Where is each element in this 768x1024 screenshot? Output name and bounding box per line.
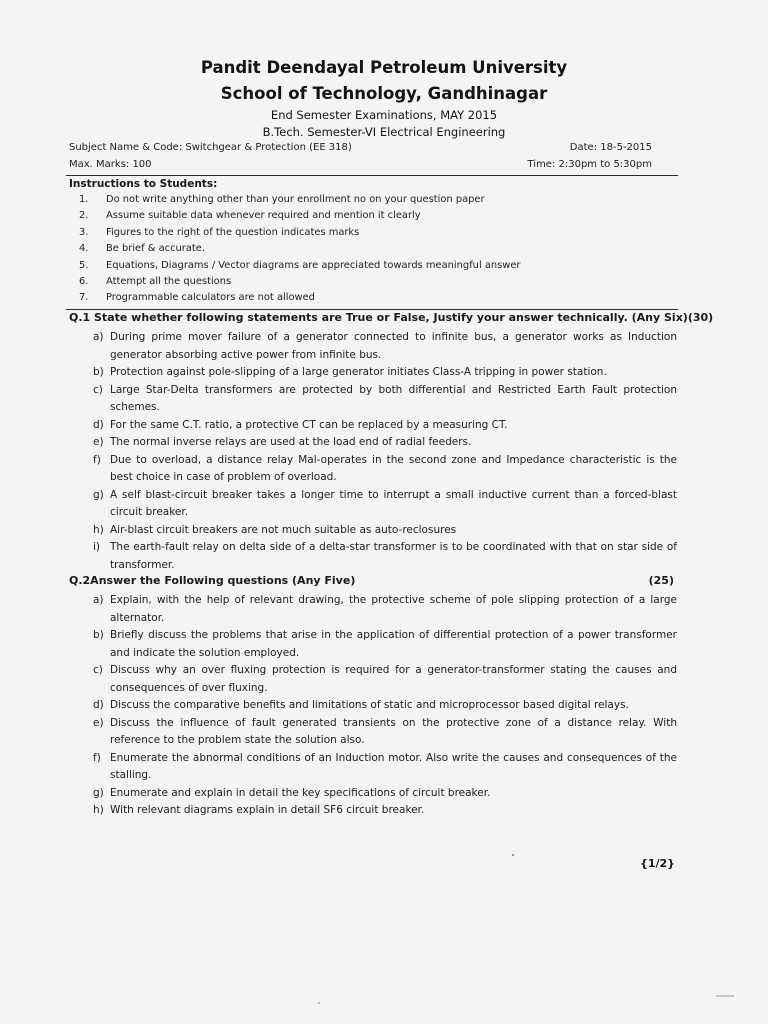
exam-time: Time: 2:30pm to 5:30pm bbox=[527, 159, 652, 170]
item-text: Enumerate the abnormal conditions of an Induction motor. Also write the causes and consequences of the stalling. bbox=[110, 751, 677, 781]
item-text: Air-blast circuit breakers are not much suitable as auto-reclosures bbox=[110, 523, 457, 536]
item-label: g) bbox=[93, 786, 104, 799]
item-label: f) bbox=[93, 453, 101, 466]
instruction-text: Assume suitable data whenever required and mention it clearly bbox=[106, 210, 421, 222]
item-text: The normal inverse relays are used at the load end of radial feeders. bbox=[110, 436, 472, 448]
instructions-title: Instructions to Students: bbox=[69, 178, 218, 190]
instruction-number: 5. bbox=[79, 259, 89, 271]
university-name: Pandit Deendayal Petroleum University bbox=[200, 58, 568, 77]
item-text: Discuss the comparative benefits and limitations of static and microprocessor based digital relays. bbox=[110, 699, 629, 711]
exam-title: End Semester Examinations, MAY 2015 bbox=[270, 108, 498, 122]
item-text: With relevant diagrams explain in detail SF6 circuit breaker. bbox=[110, 804, 425, 816]
item-text: The earth-fault relay on delta side of a delta-star transformer is to be coordinated with that on star side of transformer. bbox=[110, 541, 677, 571]
item-text: Explain, with the help of relevant drawing, the protective scheme of pole slipping protection of a large alternator. bbox=[110, 594, 677, 624]
item-text: Enumerate and explain in detail the key specifications of circuit breaker. bbox=[110, 786, 491, 799]
school-name: School of Technology, Gandhinagar bbox=[220, 84, 548, 103]
instruction-number: 7. bbox=[79, 292, 89, 304]
item-label: b) bbox=[93, 366, 104, 378]
question-1-title: Q.1 State whether following statements are True or False, Justify your answer technically. (Any Six) bbox=[69, 311, 688, 324]
item-text: Briefly discuss the problems that arise in the application of differential protection of a power transformer and indicate the solution employed. bbox=[110, 629, 677, 659]
instruction-text: Programmable calculators are not allowed bbox=[106, 292, 315, 304]
instruction-number: 4. bbox=[79, 243, 89, 255]
item-label: f) bbox=[93, 751, 101, 764]
item-text: Discuss the influence of fault generated transients on the protective zone of a distance relay. With reference to the problem state the solution also. bbox=[110, 716, 677, 746]
exam-date: Date: 18-5-2015 bbox=[569, 142, 652, 153]
instruction-text: Do not write anything other than your enrollment no on your question paper bbox=[106, 194, 485, 205]
instruction-number: 3. bbox=[79, 226, 89, 238]
item-label: d) bbox=[93, 699, 104, 711]
question-1-marks: (30) bbox=[687, 311, 714, 324]
question-2-marks: (25) bbox=[648, 574, 674, 587]
instruction-number: 1. bbox=[79, 194, 89, 205]
max-marks: Max. Marks: 100 bbox=[69, 159, 152, 170]
item-text: Discuss why an over fluxing protection is required for a generator-transformer stating the causes and consequences of over fluxing. bbox=[110, 664, 677, 694]
item-label: c) bbox=[93, 383, 103, 396]
instruction-text: Equations, Diagrams / Vector diagrams are appreciated towards meaningful answer bbox=[106, 259, 521, 271]
instruction-text: Attempt all the questions bbox=[106, 275, 232, 287]
item-text: A self blast-circuit breaker takes a longer time to interrupt a small inductive current than a forced-blast circuit breaker. bbox=[110, 488, 677, 518]
question-2-title: Q.2Answer the Following questions (Any Five) bbox=[69, 574, 356, 587]
instruction-text: Be brief & accurate. bbox=[106, 243, 205, 255]
item-label: h) bbox=[93, 523, 104, 536]
item-label: e) bbox=[93, 716, 104, 729]
instruction-number: 6. bbox=[79, 275, 89, 287]
subject-name-code: Subject Name & Code: Switchgear & Protection (EE 318) bbox=[69, 142, 352, 153]
item-label: c) bbox=[93, 664, 103, 676]
item-text: Due to overload, a distance relay Mal-operates in the second zone and Impedance characteristic is the best choice in case of problem of overload. bbox=[110, 453, 677, 483]
item-text: Protection against pole-slipping of a large generator initiates Class-A tripping in power station. bbox=[110, 366, 607, 378]
item-text: Large Star-Delta transformers are protected by both differential and Restricted Earth Fault protection schemes. bbox=[110, 383, 677, 413]
item-label: g) bbox=[93, 488, 104, 501]
instruction-number: 2. bbox=[79, 210, 89, 222]
item-label: e) bbox=[93, 436, 104, 448]
item-label: h) bbox=[93, 804, 104, 816]
program-line: B.Tech. Semester-VI Electrical Engineering bbox=[262, 125, 506, 139]
item-label: d) bbox=[93, 418, 104, 431]
item-label: b) bbox=[93, 629, 104, 641]
item-label: a) bbox=[93, 594, 104, 606]
item-label: i) bbox=[93, 541, 101, 553]
page-number: {1/2} bbox=[640, 857, 675, 870]
instruction-text: Figures to the right of the question indicates marks bbox=[106, 226, 360, 238]
item-text: For the same C.T. ratio, a protective CT can be replaced by a measuring CT. bbox=[110, 418, 508, 431]
item-label: a) bbox=[93, 331, 104, 343]
item-text: During prime mover failure of a generator connected to infinite bus, a generator works as Induction generator absorbing active power from infinite bus. bbox=[110, 331, 677, 361]
